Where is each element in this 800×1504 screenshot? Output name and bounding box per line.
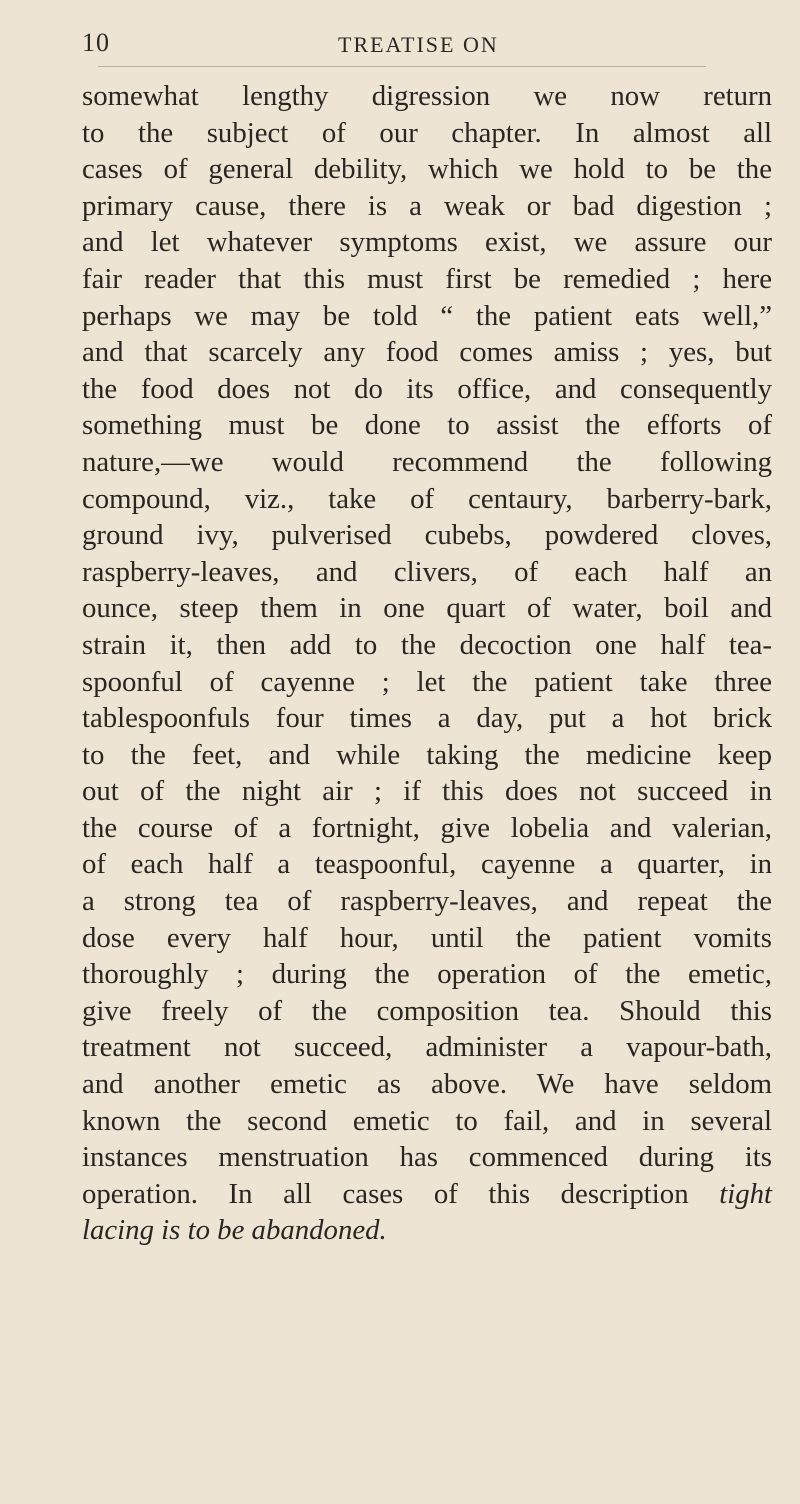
text-line: nature,—we would recommend the following: [82, 445, 772, 478]
text-run: operation. In all cases of this description: [82, 1177, 720, 1210]
text-line: strain it, then add to the decoction one half tea-: [82, 628, 772, 661]
text-line: something must be done to assist the efforts of: [82, 409, 772, 442]
running-title: TREATISE ON: [338, 32, 499, 57]
text-line: perhaps we may be told “ the patient eats well,”: [82, 299, 772, 332]
text-line: to the subject of our chapter. In almost all: [82, 116, 772, 149]
running-head: [82, 28, 772, 68]
page-number: 10: [82, 28, 110, 57]
header-rule: [98, 66, 706, 67]
text-line: give freely of the composition tea. Should this: [82, 994, 772, 1027]
text-line: treatment not succeed, administer a vapour-bath,: [82, 1031, 772, 1064]
text-line: known the second emetic to fail, and in several: [82, 1104, 772, 1137]
text-line: dose every half hour, until the patient vomits: [82, 921, 772, 954]
text-line: and that scarcely any food comes amiss ; yes, but: [82, 336, 772, 369]
text-line: compound, viz., take of centaury, barberry-bark,: [82, 482, 772, 515]
text-line: thoroughly ; during the operation of the emetic,: [82, 958, 772, 991]
text-line: out of the night air ; if this does not succeed in: [82, 775, 772, 808]
text-line: a strong tea of raspberry-leaves, and repeat the: [82, 885, 772, 918]
text-line: ounce, steep them in one quart of water, boil and: [82, 592, 772, 625]
text-line: ground ivy, pulverised cubebs, powdered cloves,: [82, 519, 772, 552]
text-line: spoonful of cayenne ; let the patient take three: [82, 665, 772, 698]
text-line: of each half a teaspoonful, cayenne a quarter, in: [82, 848, 772, 881]
text-line: the food does not do its office, and consequently: [82, 372, 772, 405]
text-line: tablespoonfuls four times a day, put a hot brick: [82, 702, 772, 735]
body-paragraph: [82, 78, 772, 1249]
text-line: fair reader that this must first be remedied ; here: [82, 262, 772, 295]
text-line: to the feet, and while taking the medicine keep: [82, 738, 772, 771]
text-line: and another emetic as above. We have seldom: [82, 1068, 772, 1101]
text-line-final: lacing is to be abandoned.: [82, 1214, 387, 1247]
text-line: somewhat lengthy digression we now return: [82, 80, 772, 112]
italic-run: tight: [719, 1177, 772, 1210]
text-line: raspberry-leaves, and clivers, of each half an: [82, 555, 772, 588]
text-line: [82, 1176, 772, 1213]
text-line: and let whatever symptoms exist, we assure our: [82, 226, 772, 259]
text-line: instances menstruation has commenced during its: [82, 1141, 772, 1174]
text-line: the course of a fortnight, give lobelia and valerian,: [82, 811, 772, 844]
text-line: primary cause, there is a weak or bad digestion ;: [82, 189, 772, 222]
text-line: cases of general debility, which we hold to be the: [82, 153, 772, 186]
